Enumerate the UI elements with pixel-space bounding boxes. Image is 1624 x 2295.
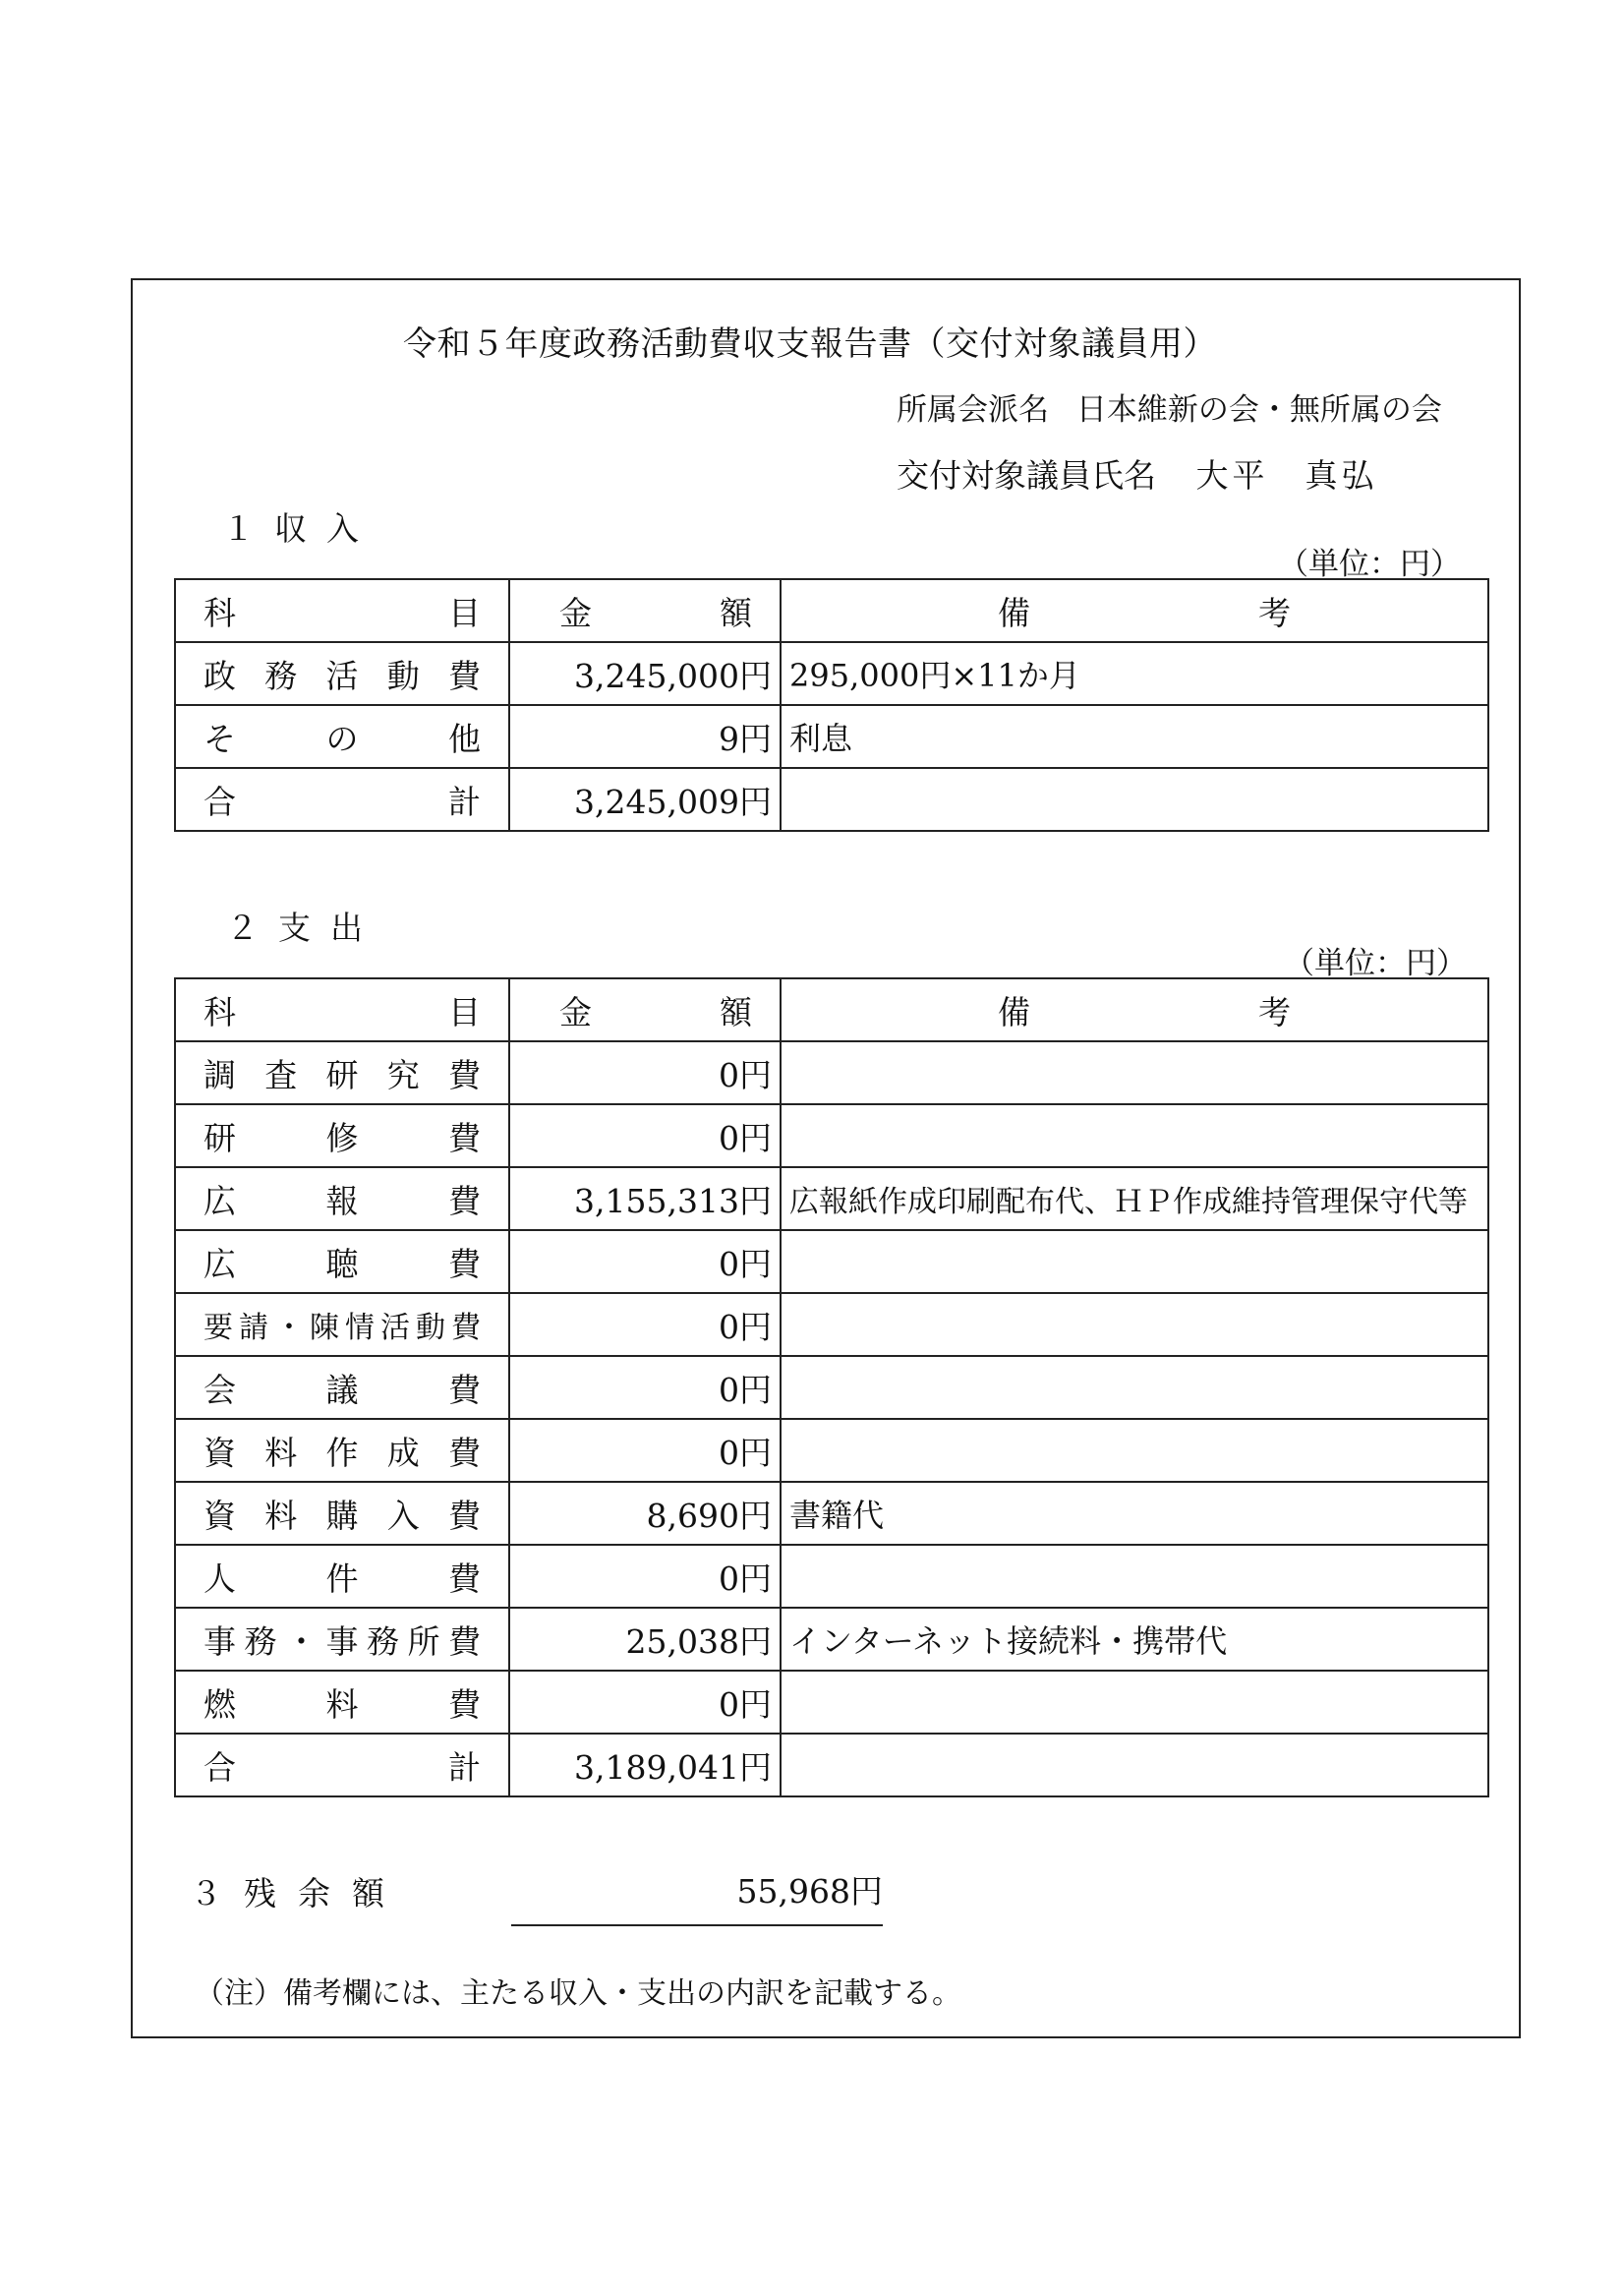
table-row (175, 1230, 1488, 1293)
expense-header-subject: 科目 (175, 978, 509, 1041)
expense-amount: 0円 (509, 1419, 781, 1482)
income-note: 295,000円×11か月 (781, 642, 1488, 705)
expense-subject: 人件費 (175, 1545, 509, 1608)
income-total-amount: 3,245,009円 (509, 768, 781, 831)
table-row (175, 705, 1488, 768)
expense-note (781, 1671, 1488, 1734)
expense-header-row (175, 978, 1488, 1041)
expense-amount: 0円 (509, 1230, 781, 1293)
faction-value: 日本維新の会・無所属の会 (1075, 392, 1442, 428)
expense-header-amount: 金額 (509, 978, 781, 1041)
table-row (175, 1671, 1488, 1734)
income-amount: 9円 (509, 705, 781, 768)
expense-subject: 広報費 (175, 1167, 509, 1230)
income-header-subject: 科目 (175, 579, 509, 642)
expense-unit: （単位：円） (1284, 946, 1467, 981)
expense-note (781, 1356, 1488, 1419)
expense-amount: 0円 (509, 1104, 781, 1167)
expense-amount: 0円 (509, 1671, 781, 1734)
expense-amount: 3,155,313円 (509, 1167, 781, 1230)
table-row (175, 1041, 1488, 1104)
expense-subject: 調査研究費 (175, 1041, 509, 1104)
expense-note (781, 1041, 1488, 1104)
expense-subject: 広聴費 (175, 1230, 509, 1293)
member-label: 交付対象議員氏名 (897, 456, 1156, 495)
income-total-row (175, 768, 1488, 831)
faction-line (897, 384, 1442, 429)
table-row (175, 1608, 1488, 1671)
expense-note (781, 1293, 1488, 1356)
table-row (175, 1482, 1488, 1545)
income-amount: 3,245,000円 (509, 642, 781, 705)
expense-subject: 会議費 (175, 1356, 509, 1419)
table-row (175, 642, 1488, 705)
expense-subject: 事務・事務所費 (175, 1608, 509, 1671)
expense-note: 書籍代 (781, 1482, 1488, 1545)
expense-note (781, 1419, 1488, 1482)
expense-subject: 資料作成費 (175, 1419, 509, 1482)
table-row (175, 1293, 1488, 1356)
expense-header-note: 備考 (781, 978, 1488, 1041)
expense-total-note (781, 1734, 1488, 1796)
income-note: 利息 (781, 705, 1488, 768)
expense-subject: 要請・陳情活動費 (175, 1293, 509, 1356)
table-row (175, 1545, 1488, 1608)
income-unit: （単位：円） (1278, 547, 1461, 582)
expense-total-subject: 合計 (175, 1734, 509, 1796)
expense-amount: 25,038円 (509, 1608, 781, 1671)
income-header-note: 備考 (781, 579, 1488, 642)
expense-subject: 資料購入費 (175, 1482, 509, 1545)
expense-subject: 研修費 (175, 1104, 509, 1167)
expense-amount: 0円 (509, 1356, 781, 1419)
balance-value: 55,968円 (511, 1866, 883, 1926)
expense-table (174, 977, 1489, 1797)
income-header-amount: 金額 (509, 579, 781, 642)
expense-note (781, 1545, 1488, 1608)
expense-note (781, 1230, 1488, 1293)
expense-total-row (175, 1734, 1488, 1796)
expense-total-amount: 3,189,041円 (509, 1734, 781, 1796)
income-heading: １収入 (222, 509, 378, 548)
income-table (174, 578, 1489, 832)
report-title: 令和５年度政務活動費収支報告書（交付対象議員用） (403, 324, 1217, 364)
expense-note: インターネット接続料・携帯代 (781, 1608, 1488, 1671)
member-line (897, 450, 1378, 497)
expense-amount: 8,690円 (509, 1482, 781, 1545)
balance-label: ３残余額 (190, 1874, 406, 1912)
expense-note (781, 1104, 1488, 1167)
table-row (175, 1419, 1488, 1482)
income-header-row (175, 579, 1488, 642)
table-row (175, 1104, 1488, 1167)
income-subject: その他 (175, 705, 509, 768)
income-total-subject: 合計 (175, 768, 509, 831)
member-name: 大平 真弘 (1195, 456, 1378, 495)
expense-note: 広報紙作成印刷配布代、ＨＰ作成維持管理保守代等 (781, 1167, 1488, 1230)
expense-amount: 0円 (509, 1545, 781, 1608)
table-row (175, 1167, 1488, 1230)
table-row (175, 1356, 1488, 1419)
expense-amount: 0円 (509, 1041, 781, 1104)
income-total-note (781, 768, 1488, 831)
expense-heading: ２支出 (226, 909, 382, 947)
expense-amount: 0円 (509, 1293, 781, 1356)
footnote: （注）備考欄には、主たる収入・支出の内訳を記載する。 (195, 1976, 961, 2011)
expense-subject: 燃料費 (175, 1671, 509, 1734)
faction-label: 所属会派名 (897, 392, 1049, 428)
income-subject: 政務活動費 (175, 642, 509, 705)
